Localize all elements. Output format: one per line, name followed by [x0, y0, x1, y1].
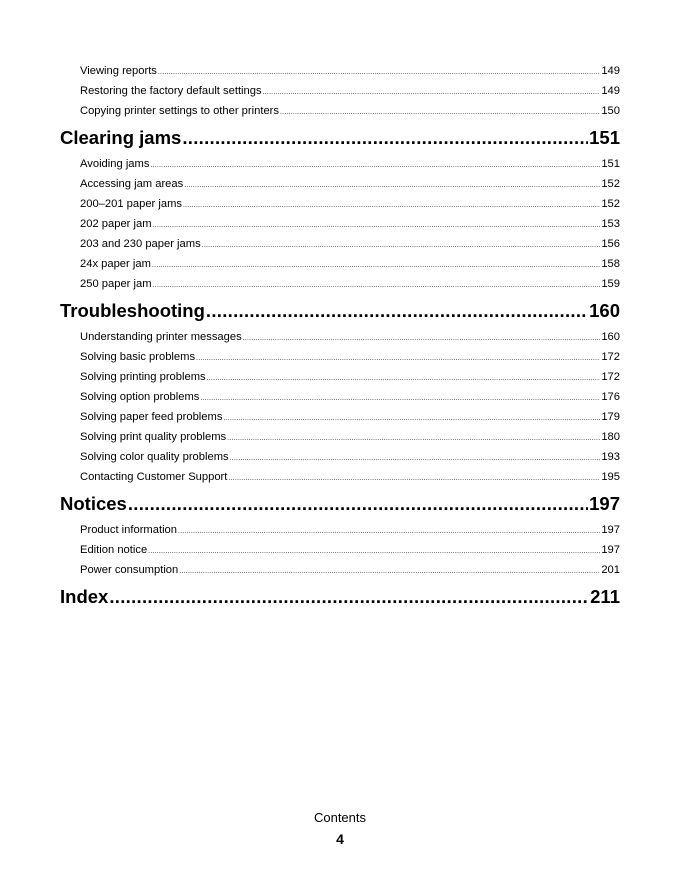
toc-entry-title[interactable]: Edition notice [80, 544, 148, 556]
toc-chapter-title[interactable]: Notices [60, 493, 127, 514]
toc-entry-row[interactable] [60, 174, 620, 194]
toc-entry-title[interactable]: 250 paper jam [80, 278, 152, 290]
dot-leader [223, 409, 600, 429]
toc-entry-title[interactable]: 203 and 230 paper jams [80, 238, 201, 250]
toc-page-number[interactable]: 211 [590, 586, 620, 607]
toc-entry-title[interactable]: Restoring the factory default settings [80, 85, 262, 97]
toc-entry-row[interactable] [60, 214, 620, 234]
toc-entry-row[interactable] [60, 540, 620, 560]
dot-leader [200, 389, 600, 409]
toc-entry-row[interactable] [60, 560, 620, 580]
footer-page-number: 4 [336, 831, 344, 847]
toc-entry-title[interactable]: Avoiding jams [80, 158, 150, 170]
dot-leader [206, 295, 588, 327]
dot-leader [263, 83, 601, 103]
dot-leader [150, 156, 600, 176]
toc-entry-title[interactable]: Solving basic problems [80, 351, 196, 363]
toc-entry-row[interactable] [60, 101, 620, 121]
toc-chapter-row[interactable] [60, 295, 620, 327]
toc-entry-title[interactable]: 202 paper jam [80, 218, 152, 230]
toc-entry-row[interactable] [60, 81, 620, 101]
toc-page-number[interactable]: 151 [589, 127, 620, 148]
dot-leader [153, 216, 601, 236]
toc-entry-row[interactable] [60, 234, 620, 254]
toc-entry-row[interactable] [60, 447, 620, 467]
dot-leader [280, 103, 600, 123]
toc-chapter-title[interactable]: Troubleshooting [60, 300, 205, 321]
toc-entry-row[interactable] [60, 194, 620, 214]
dot-leader [228, 469, 600, 489]
toc-entry-title[interactable]: Accessing jam areas [80, 178, 184, 190]
toc-page-number[interactable]: 193 [601, 451, 620, 463]
toc-page-number[interactable]: 176 [601, 391, 620, 403]
toc-page-number[interactable]: 197 [589, 493, 620, 514]
toc-page-number[interactable]: 150 [601, 105, 620, 117]
dot-leader [182, 122, 588, 154]
toc-page-number[interactable]: 180 [601, 431, 620, 443]
toc-entry-title[interactable]: Contacting Customer Support [80, 471, 228, 483]
toc-entry-row[interactable] [60, 61, 620, 81]
dot-leader [207, 369, 601, 389]
toc-page-number[interactable]: 149 [601, 65, 620, 77]
toc-entry-row[interactable] [60, 347, 620, 367]
toc-chapter-row[interactable] [60, 488, 620, 520]
toc-page-number[interactable]: 160 [589, 300, 620, 321]
toc-entry-row[interactable] [60, 327, 620, 347]
footer-section-label: Contents [313, 810, 367, 825]
dot-leader [178, 522, 600, 542]
toc-page-number[interactable]: 151 [601, 158, 620, 170]
toc-page-number[interactable]: 172 [601, 371, 620, 383]
toc-page-number[interactable]: 159 [601, 278, 620, 290]
dot-leader [152, 256, 600, 276]
dot-leader [230, 449, 601, 469]
toc-entry-row[interactable] [60, 520, 620, 540]
toc-chapter-row[interactable] [60, 122, 620, 154]
toc-entry-title[interactable]: Power consumption [80, 564, 179, 576]
toc-entry-row[interactable] [60, 274, 620, 294]
toc-entry-title[interactable]: Copying printer settings to other printers [80, 105, 279, 117]
table-of-contents [60, 61, 620, 613]
toc-page-number[interactable]: 201 [601, 564, 620, 576]
toc-chapter-title[interactable]: Index [60, 586, 109, 607]
dot-leader [153, 276, 601, 296]
toc-entry-title[interactable]: Solving color quality problems [80, 451, 229, 463]
toc-entry-title[interactable]: Solving option problems [80, 391, 200, 403]
toc-page-number[interactable]: 195 [601, 471, 620, 483]
toc-entry-title[interactable]: 24x paper jam [80, 258, 151, 270]
toc-page-number[interactable]: 179 [601, 411, 620, 423]
toc-entry-row[interactable] [60, 387, 620, 407]
dot-leader [148, 542, 600, 562]
toc-entry-row[interactable] [60, 427, 620, 447]
toc-chapter-row[interactable] [60, 581, 620, 613]
dot-leader [183, 196, 600, 216]
toc-entry-title[interactable]: Solving printing problems [80, 371, 206, 383]
dot-leader [158, 63, 600, 83]
toc-entry-title[interactable]: 200–201 paper jams [80, 198, 183, 210]
toc-page-number[interactable]: 156 [601, 238, 620, 250]
dot-leader [128, 488, 588, 520]
toc-entry-row[interactable] [60, 407, 620, 427]
toc-entry-row[interactable] [60, 367, 620, 387]
toc-page-number[interactable]: 197 [601, 524, 620, 536]
toc-page-number[interactable]: 197 [601, 544, 620, 556]
toc-entry-title[interactable]: Viewing reports [80, 65, 157, 77]
dot-leader [243, 329, 601, 349]
toc-entry-row[interactable] [60, 154, 620, 174]
toc-entry-title[interactable]: Understanding printer messages [80, 331, 242, 343]
dot-leader [202, 236, 601, 256]
toc-chapter-title[interactable]: Clearing jams [60, 127, 182, 148]
toc-page-number[interactable]: 172 [601, 351, 620, 363]
toc-page-number[interactable]: 152 [601, 178, 620, 190]
toc-entry-row[interactable] [60, 254, 620, 274]
dot-leader [184, 176, 600, 196]
toc-entry-title[interactable]: Product information [80, 524, 178, 536]
toc-page-number[interactable]: 153 [601, 218, 620, 230]
toc-entry-row[interactable] [60, 467, 620, 487]
toc-page-number[interactable]: 160 [601, 331, 620, 343]
dot-leader [196, 349, 600, 369]
toc-entry-title[interactable]: Solving print quality problems [80, 431, 227, 443]
toc-page-number[interactable]: 149 [601, 85, 620, 97]
toc-page-number[interactable]: 152 [601, 198, 620, 210]
dot-leader [179, 562, 600, 582]
dot-leader [227, 429, 600, 449]
toc-page-number[interactable]: 158 [601, 258, 620, 270]
dot-leader [109, 581, 589, 613]
toc-entry-title[interactable]: Solving paper feed problems [80, 411, 223, 423]
